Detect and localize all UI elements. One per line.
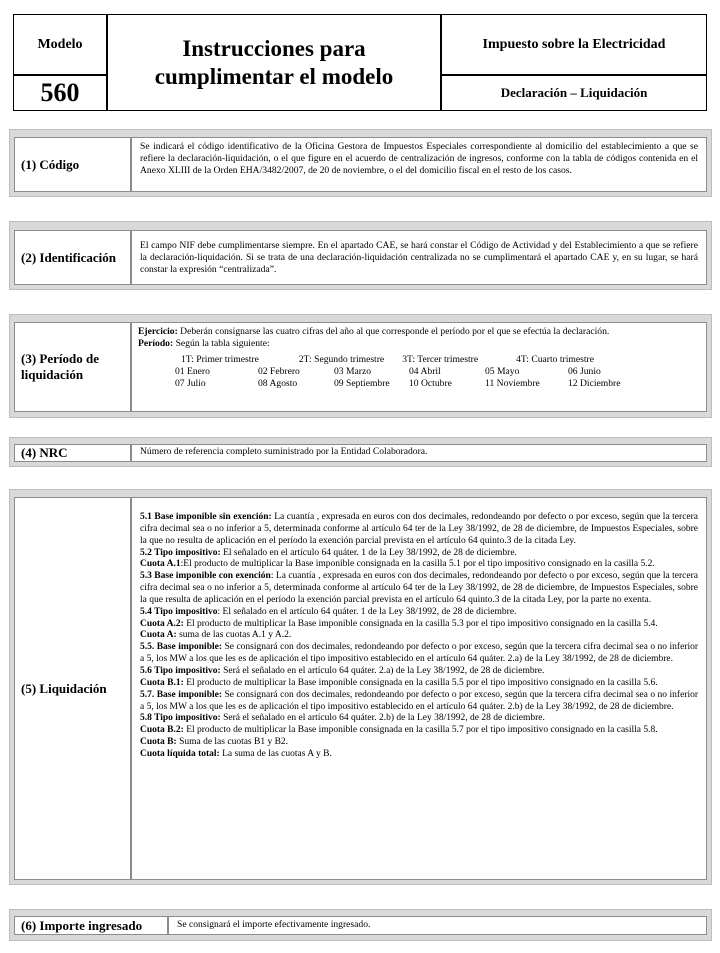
liquidacion-item-title: 5.5. Base imponible:: [140, 642, 223, 653]
liquidacion-item: [140, 548, 698, 560]
liquidacion-item: [140, 737, 698, 749]
liquidacion-item-text: Se consignará con dos decimales, redondeando por defecto o por exceso, según que la tercera cifra decimal sea o no inferior a 5, los MW a los que les es de aplicación el tipo impositivo establecido en el artículo 64 quáter. 2.a) de la Ley 38/1992, de 28 de diciembre.: [140, 642, 699, 665]
liquidacion-item-text: El producto de multiplicar la Base imponible consignada en la casilla 5.7 por el tipo impositivo consignado en la casilla 5.8.: [183, 725, 658, 736]
liquidacion-item-text: La suma de las cuotas A y B.: [219, 748, 332, 759]
importe-label: (6) Importe ingresado: [14, 916, 168, 935]
liquidacion-item: [140, 666, 698, 678]
liquidacion-item: [140, 749, 698, 761]
liquidacion-item-text: Suma de las cuotas B1 y B2.: [176, 737, 289, 748]
month-08: 08 Agosto: [258, 378, 298, 389]
liquidacion-label: (5) Liquidación: [14, 497, 131, 880]
liquidacion-item-text: Será el señalado en el artículo 64 quáter. 2.b) de la Ley 38/1992, de 28 de diciembre.: [220, 713, 545, 724]
periodo-line: [138, 338, 698, 350]
nrc-label: (4) NRC: [14, 444, 131, 462]
modelo-label-box: [13, 14, 107, 75]
liquidacion-item-title: 5.8 Tipo impositivo:: [140, 713, 221, 724]
importe-text: Se consignará el importe efectivamente ingresado.: [168, 916, 707, 935]
liquidacion-item-text: El producto de multiplicar la Base imponible consignada en la casilla 5.3 por el tipo impositivo consignado en la casilla 5.4.: [183, 618, 658, 629]
periodo-sub-label: Período:: [138, 338, 174, 349]
liquidacion-item: [140, 690, 698, 714]
modelo-label: Modelo: [37, 36, 83, 52]
liquidacion-item: [140, 725, 698, 737]
period-4t: 4T: Cuarto trimestre: [516, 354, 594, 365]
page-title-line1: Instrucciones para: [182, 35, 366, 61]
liquidacion-item-text: La cuantía , expresada en euros con dos decimales, redondeando por defecto o por exceso, según que la tercera cifra decimal sea o no inferior a 5, determinada conforme al artículo 64 ter de la Ley 38/1992, de 28 de diciembre, de Impuestos Especiales, sobre la que no resulta de aplicación en el período la exención parcial prevista en el artículo 64 quinto.3 de la citada Ley.: [140, 512, 699, 546]
liquidacion-item-text: El señalado en el artículo 64 quáter. 1 de la Ley 38/1992, de 28 de diciembre.: [220, 547, 517, 558]
month-07: 07 Julio: [175, 378, 206, 389]
liquidacion-text: [131, 497, 707, 880]
liquidacion-item-title: 5.4 Tipo impositivo: [140, 606, 218, 617]
liquidacion-item-title: 5.2 Tipo impositivo:: [140, 547, 221, 558]
months-row-1: [175, 366, 620, 378]
liquidacion-item-text: : La cuantía , expresada en euros con dos decimales, redondeando por defecto o por exceso, según que la tercera cifra decimal sea o no inferior a 5, determinada conforme al artículo 64 ter de la Ley 38/1992, de 28 de diciembre, de Impuestos Especiales, sobre la que resulta de aplicación en el período la exención parcial prevista en el artículo 64 quinto.3 de la citada Ley, por la parte no exenta.: [140, 571, 698, 605]
identificacion-label: (2) Identificación: [14, 230, 131, 285]
trimestres-row: [175, 354, 594, 366]
period-table: [175, 354, 594, 366]
ejercicio-line: [138, 326, 698, 338]
codigo-text: Se indicará el código identificativo de la Oficina Gestora de Impuestos Especiales correspondiente al domicilio del establecimiento a que se refiere la declaración-liquidación, o el que figure en el acuerdo de centralización de ingresos, conforme con la tabla de códigos contenida en el Anexo XLIII de la Orden EHA/3482/2007, de 20 de noviembre, o el del domicilio fiscal en el resto de los casos.: [131, 137, 707, 192]
nrc-text: Número de referencia completo suministrado por la Entidad Colaboradora.: [131, 444, 707, 462]
liquidacion-item-text: Será el señalado en el artículo 64 quáter. 2.a) de la Ley 38/1992, de 28 de diciembre.: [220, 665, 545, 676]
liquidacion-item: [140, 678, 698, 690]
modelo-number-box: [13, 75, 107, 111]
ejercicio-label: Ejercicio:: [138, 326, 178, 337]
month-02: 02 Febrero: [258, 366, 300, 377]
liquidacion-item: [140, 619, 698, 631]
liquidacion-item-title: 5.6 Tipo impositivo:: [140, 665, 221, 676]
period-1t: 1T: Primer trimestre: [181, 354, 259, 365]
liquidacion-item-title: Cuota A.1: [140, 559, 181, 570]
liquidacion-item-text: suma de las cuotas A.1 y A.2.: [176, 630, 292, 641]
month-09: 09 Septiembre: [334, 378, 390, 389]
tax-name-box: [441, 14, 707, 75]
period-2t: 2T: Segundo trimestre: [298, 354, 385, 365]
month-11: 11 Noviembre: [485, 378, 540, 389]
periodo-label: (3) Período de liquidación: [14, 322, 131, 412]
months-row-2: [175, 378, 620, 390]
months-table: [175, 366, 620, 390]
liquidacion-item-title: Cuota A:: [140, 630, 177, 641]
liquidacion-item: [140, 607, 698, 619]
liquidacion-item-text: :El producto de multiplicar la Base imponible consignada en la casilla 5.1 por el tipo impositivo consignado en la casilla 5.2.: [180, 559, 655, 570]
month-04: 04 Abril: [409, 366, 441, 377]
liquidacion-item: [140, 713, 698, 725]
month-12: 12 Diciembre: [568, 378, 621, 389]
ejercicio-desc: Deberán consignarse las cuatro cifras del año al que corresponde el período por el que se efectúa la declaración.: [177, 326, 610, 337]
tax-name: Impuesto sobre la Electricidad: [482, 36, 666, 52]
liquidacion-item-title: Cuota líquida total:: [140, 748, 220, 759]
liquidacion-item-title: Cuota A.2:: [140, 618, 184, 629]
declaration-type: Declaración – Liquidación: [500, 85, 648, 100]
month-05: 05 Mayo: [485, 366, 520, 377]
liquidacion-item-text: Se consignará con dos decimales, redondeando por defecto o por exceso, según que la tercera cifra decimal sea o no inferior a 5, los MW a los que les es de aplicación el tipo impositivo establecido en el artículo 64 quáter. 2.b) de la Ley 38/1992, de 28 de diciembre.: [140, 689, 699, 712]
modelo-number: 560: [40, 78, 80, 107]
month-01: 01 Enero: [175, 366, 210, 377]
month-10: 10 Octubre: [409, 378, 452, 389]
period-3t: 3T: Tercer trimestre: [402, 354, 479, 365]
identificacion-text: El campo NIF debe cumplimentarse siempre. En el apartado CAE, se hará constar el Código de Actividad y del Establecimiento a que se refiere la declaración-liquidación. Si se trata de una declaración-liquidación centralizada no se cumplimentará el apartado CAE y, en su lugar, se hará constar la expresión “centralizada”.: [131, 230, 707, 285]
liquidacion-item-title: 5.7. Base imponible:: [140, 689, 223, 700]
periodo-text: [131, 322, 707, 412]
liquidacion-item-title: 5.3 Base imponible con exención: [140, 571, 271, 582]
liquidacion-item-text: : El señalado en el artículo 64 quáter. 1 de la Ley 38/1992, de 28 de diciembre.: [217, 606, 517, 617]
liquidacion-item-title: Cuota B:: [140, 737, 177, 748]
liquidacion-item: [140, 642, 698, 666]
liquidacion-item: [140, 559, 698, 571]
title-box: [107, 14, 441, 111]
month-03: 03 Marzo: [334, 366, 372, 377]
liquidacion-item: [140, 512, 698, 548]
liquidacion-item-title: 5.1 Base imponible sin exención:: [140, 512, 272, 522]
liquidacion-item: [140, 630, 698, 642]
periodo-desc: Según la tabla siguiente:: [173, 338, 270, 349]
declaration-box: [441, 75, 707, 111]
codigo-label: (1) Código: [14, 137, 131, 192]
liquidacion-item-title: Cuota B.1:: [140, 677, 184, 688]
liquidacion-item-title: Cuota B.2:: [140, 725, 184, 736]
liquidacion-item: [140, 571, 698, 607]
page-title-line2: cumplimentar el modelo: [154, 63, 394, 89]
month-06: 06 Junio: [568, 366, 601, 377]
liquidacion-item-text: El producto de multiplicar la Base imponible consignada en la casilla 5.5 por el tipo impositivo consignado en la casilla 5.6.: [183, 677, 658, 688]
